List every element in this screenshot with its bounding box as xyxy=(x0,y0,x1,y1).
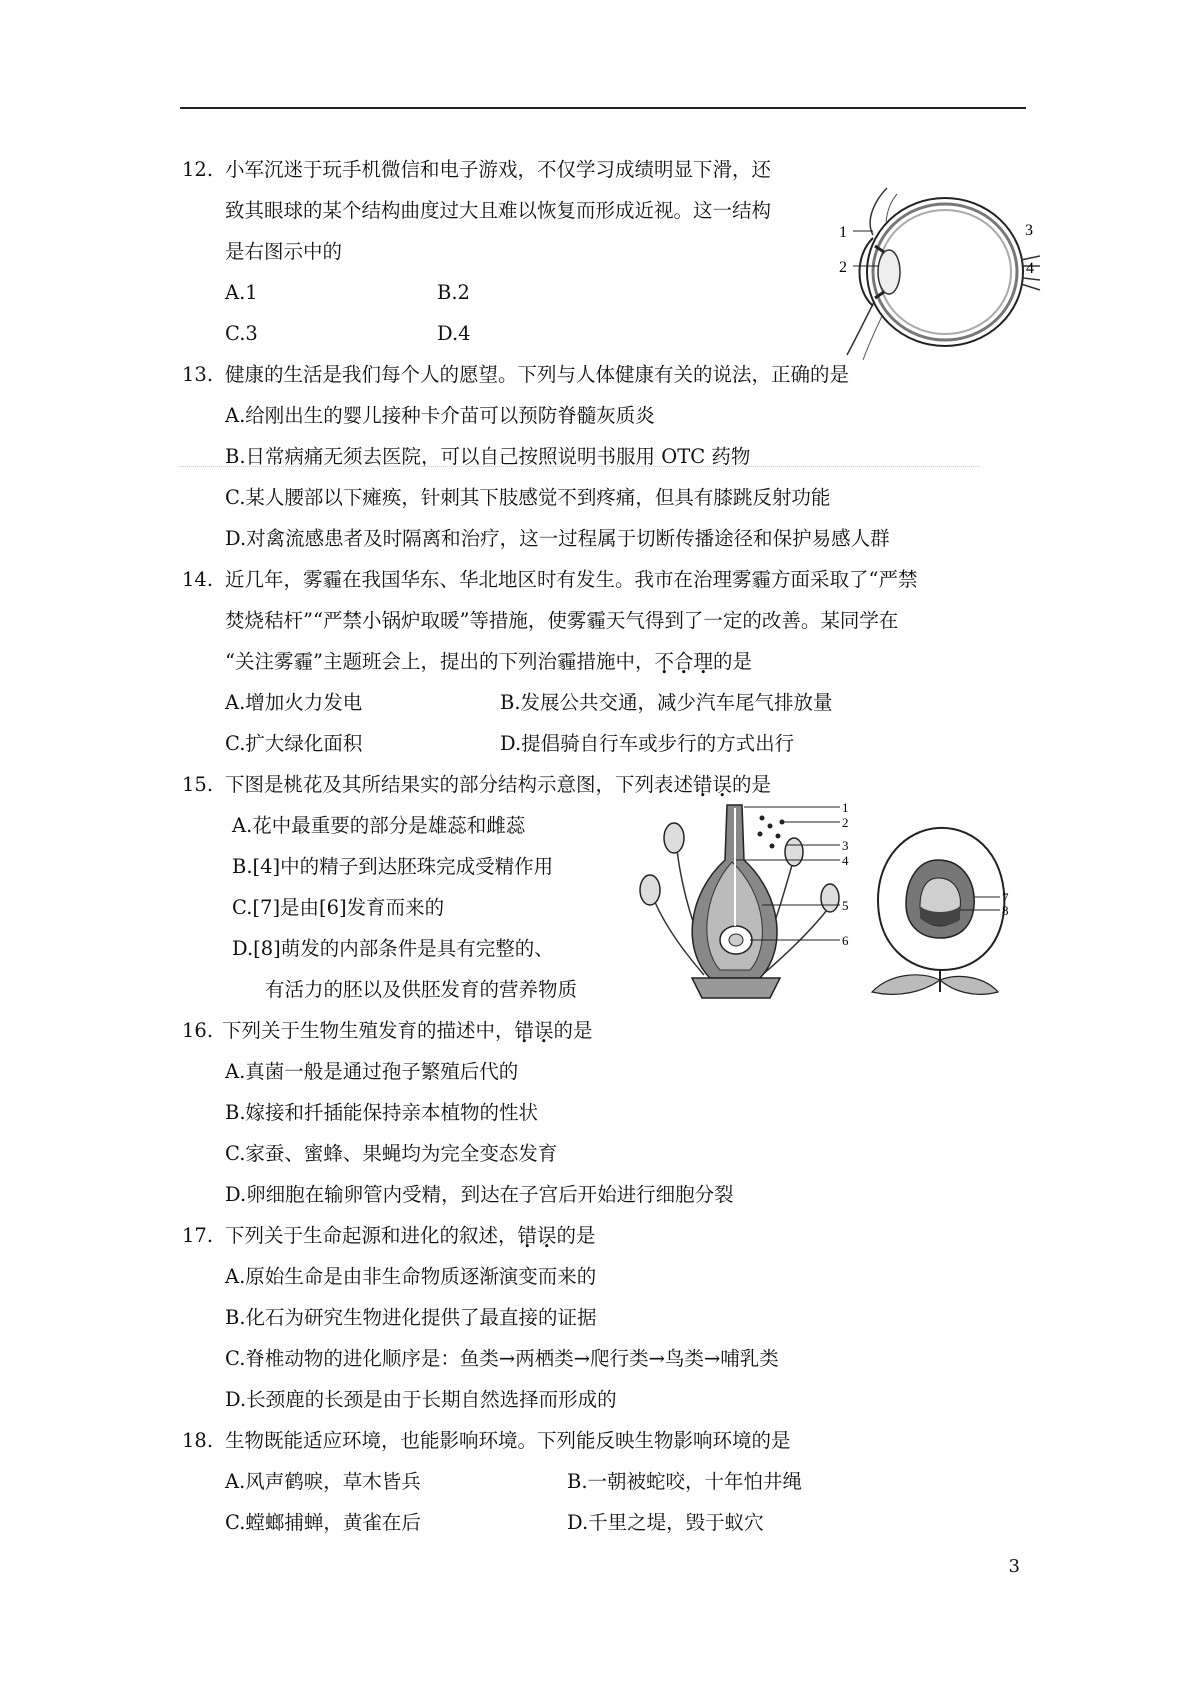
q15-stem: 下图是桃花及其所结果实的部分结构示意图，下列表述错误的是 xyxy=(225,773,772,796)
q13-number: 13. xyxy=(182,363,214,386)
q18-stem: 生物既能适应环境，也能影响环境。下列能反映生物影响环境的是 xyxy=(225,1429,791,1452)
eye-label-1: 1 xyxy=(839,224,847,241)
q15-option-d-line2: 有活力的胚以及供胚发育的营养物质 xyxy=(265,978,578,1001)
q17-option-c: C.脊椎动物的进化顺序是：鱼类→两栖类→爬行类→鸟类→哺乳类 xyxy=(225,1347,779,1370)
q14-number: 14. xyxy=(182,568,214,591)
q18-option-d: D.千里之堤，毁于蚁穴 xyxy=(567,1511,764,1534)
q18-option-c: C.螳螂捕蝉，黄雀在后 xyxy=(225,1511,421,1534)
q18-option-b: B.一朝被蛇咬，十年怕井绳 xyxy=(567,1470,803,1493)
dotted-separator xyxy=(180,466,980,467)
q13-option-d: D.对禽流感患者及时隔离和治疗，这一过程属于切断传播途径和保护易感人群 xyxy=(225,527,890,550)
eyeball-diagram xyxy=(835,180,1040,375)
q12-stem-line3: 是右图示中的 xyxy=(225,240,343,263)
q17-stem: 下列关于生命起源和进化的叙述，错误的是 xyxy=(225,1224,596,1247)
q16-option-d: D.卵细胞在输卵管内受精，到达在子宫后开始进行细胞分裂 xyxy=(225,1183,734,1206)
flower-label-6: 6 xyxy=(842,933,849,948)
q14-option-d: D.提倡骑自行车或步行的方式出行 xyxy=(500,732,795,755)
flower-label-5: 5 xyxy=(842,898,849,913)
header-rule xyxy=(180,107,1026,109)
q14-stem-line3: “关注雾霾”主题班会上，提出的下列治霾措施中，不合理的是 xyxy=(225,650,753,673)
eye-label-2: 2 xyxy=(839,259,847,276)
flower-label-2: 2 xyxy=(842,815,849,830)
q14-option-b: B.发展公共交通，减少汽车尾气排放量 xyxy=(500,691,833,714)
q12-stem-line1: 小军沉迷于玩手机微信和电子游戏，不仅学习成绩明显下滑，还 xyxy=(225,158,772,181)
flower-label-3: 3 xyxy=(842,838,849,853)
q16-option-a: A.真菌一般是通过孢子繁殖后代的 xyxy=(225,1060,519,1083)
q18-number: 18. xyxy=(182,1429,214,1452)
eye-label-3: 3 xyxy=(1025,222,1033,239)
page-number: 3 xyxy=(1008,1556,1020,1577)
q14-option-c: C.扩大绿化面积 xyxy=(225,732,363,755)
q15-option-d-line1: D.[8]萌发的内部条件是具有完整的、 xyxy=(232,937,554,960)
q17-option-b: B.化石为研究生物进化提供了最直接的证据 xyxy=(225,1306,597,1329)
q15-option-b: B.[4]中的精子到达胚珠完成受精作用 xyxy=(232,855,554,878)
flower-label-1: 1 xyxy=(842,800,849,815)
q13-option-b: B.日常病痛无须去医院，可以自己按照说明书服用 OTC 药物 xyxy=(225,445,751,468)
q16-option-b: B.嫁接和扦插能保持亲本植物的性状 xyxy=(225,1101,539,1124)
q14-option-a: A.增加火力发电 xyxy=(225,691,363,714)
q15-option-c: C.[7]是由[6]发育而来的 xyxy=(232,896,445,919)
q12-stem-line2: 致其眼球的某个结构曲度过大且难以恢复而形成近视。这一结构 xyxy=(225,199,772,222)
q13-stem: 健康的生活是我们每个人的愿望。下列与人体健康有关的说法，正确的是 xyxy=(225,363,850,386)
q16-stem: 下列关于生物生殖发育的描述中，错误的是 xyxy=(222,1019,593,1042)
peach-fruit-diagram xyxy=(868,820,1018,1000)
q14-stem-line2: 焚烧秸杆”“严禁小锅炉取暖”等措施，使雾霾天气得到了一定的改善。某同学在 xyxy=(225,609,899,632)
q18-option-a: A.风声鹤唳，草木皆兵 xyxy=(225,1470,421,1493)
q12-option-a: A.1 xyxy=(225,281,258,304)
q17-number: 17. xyxy=(182,1224,214,1247)
peach-flower-diagram xyxy=(632,800,847,1005)
flower-label-4: 4 xyxy=(842,853,849,868)
q12-option-d: D.4 xyxy=(437,322,471,345)
fruit-label-7: 7 xyxy=(1002,890,1009,905)
q12-option-c: C.3 xyxy=(225,322,258,345)
q17-option-d: D.长颈鹿的长颈是由于长期自然选择而形成的 xyxy=(225,1388,617,1411)
q12-option-b: B.2 xyxy=(437,281,470,304)
eye-label-4: 4 xyxy=(1026,260,1034,277)
q13-option-c: C.某人腰部以下瘫痪，针刺其下肢感觉不到疼痛，但具有膝跳反射功能 xyxy=(225,486,831,509)
q16-number: 16. xyxy=(182,1019,214,1042)
q14-stem-line1: 近几年，雾霾在我国华东、华北地区时有发生。我市在治理雾霾方面采取了“严禁 xyxy=(225,568,918,591)
q13-option-a: A.给刚出生的婴儿接种卡介苗可以预防脊髓灰质炎 xyxy=(225,404,655,427)
fruit-label-8: 8 xyxy=(1002,903,1009,918)
q15-number: 15. xyxy=(182,773,214,796)
q15-option-a: A.花中最重要的部分是雄蕊和雌蕊 xyxy=(232,814,526,837)
q16-option-c: C.家蚕、蜜蜂、果蝇均为完全变态发育 xyxy=(225,1142,558,1165)
q17-option-a: A.原始生命是由非生命物质逐渐演变而来的 xyxy=(225,1265,597,1288)
q12-number: 12. xyxy=(182,158,214,181)
